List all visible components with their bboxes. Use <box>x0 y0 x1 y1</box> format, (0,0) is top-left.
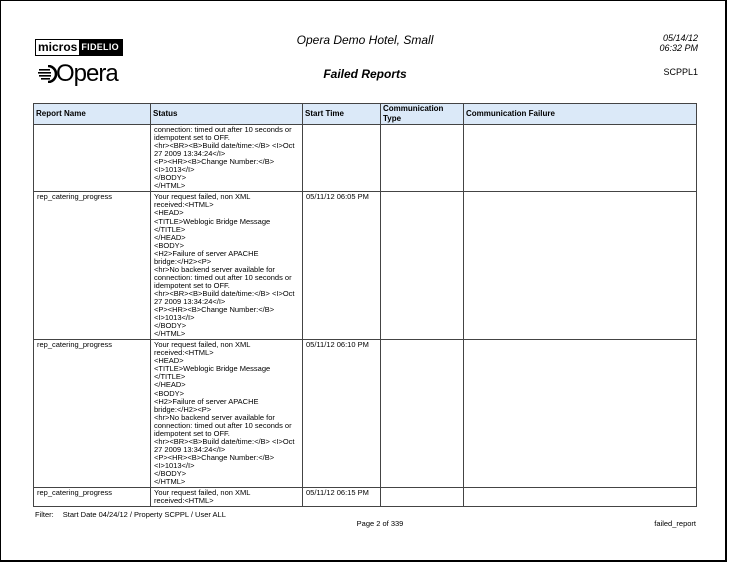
logo-fidelio-text: FIDELIO <box>79 40 122 55</box>
cell-report-name <box>34 125 151 192</box>
page-number: Page 2 of 339 <box>356 519 404 528</box>
cell-communication-type <box>381 192 464 340</box>
cell-communication-type <box>381 488 464 507</box>
cell-report-name: rep_catering_progress <box>34 488 151 507</box>
hotel-name: Opera Demo Hotel, Small <box>296 33 434 47</box>
failed-reports-table <box>33 103 697 507</box>
print-time: 06:32 PM <box>659 43 698 53</box>
property-code: SCPPL1 <box>663 67 698 77</box>
column-header-status: Status <box>151 104 303 125</box>
cell-communication-failure <box>464 488 697 507</box>
cell-communication-type <box>381 340 464 488</box>
column-header-communication-failure: Communication Failure <box>464 104 697 125</box>
cell-start-time: 05/11/12 06:10 PM <box>303 340 381 488</box>
cell-communication-failure <box>464 340 697 488</box>
table-row <box>34 340 697 488</box>
cell-status: Your request failed, non XML received:<HTML> <HEAD> <TITLE>Weblogic Bridge Message </TITLE> </HEAD> <BODY> <H2>Failure of server APACHE bridge:</H2><P> <hr>No backend server available for connection: timed out after 10 seconds or idempotent set to OFF. <hr><BR><B>Build date/time:</B> <I>Oct 27 2009 13:34:24</I> <P><HR><B>Change Number:</B> <I>1013</I> </BODY> </HTML> <box>151 340 303 488</box>
table-row <box>34 488 697 507</box>
filter-label: Filter: <box>35 510 54 519</box>
print-date: 05/14/12 <box>662 33 698 43</box>
table-header-row <box>34 104 697 125</box>
cell-start-time <box>303 125 381 192</box>
cell-communication-failure <box>464 125 697 192</box>
cell-communication-type <box>381 125 464 192</box>
cell-status: Your request failed, non XML received:<HTML> <HEAD> <TITLE>Weblogic Bridge Message </TITLE> </HEAD> <BODY> <H2>Failure of server APACHE bridge:</H2><P> <hr>No backend server available for connection: timed out after 10 seconds or idempotent set to OFF. <hr><BR><B>Build date/time:</B> <I>Oct 27 2009 13:34:24</I> <P><HR><B>Change Number:</B> <I>1013</I> </BODY> </HTML> <box>151 192 303 340</box>
print-datetime <box>659 33 698 53</box>
report-title: Failed Reports <box>323 67 407 81</box>
column-header-report-name: Report Name <box>34 104 151 125</box>
filter-value: Start Date 04/24/12 / Property SCPPL / User ALL <box>62 510 226 519</box>
cell-start-time: 05/11/12 06:15 PM <box>303 488 381 507</box>
table-row <box>34 192 697 340</box>
table-row <box>34 125 697 192</box>
cell-status: Your request failed, non XML received:<HTML> <box>151 488 303 507</box>
column-header-start-time: Start Time <box>303 104 381 125</box>
report-id: failed_report <box>654 519 696 528</box>
cell-status: connection: timed out after 10 seconds or idempotent set to OFF. <hr><BR><B>Build date/time:</B> <I>Oct 27 2009 13:34:24</I> <P><HR><B>Change Number:</B> <I>1013</I> </BODY> </HTML> <box>151 125 303 192</box>
cell-communication-failure <box>464 192 697 340</box>
logo-micros-text: micros <box>38 40 78 54</box>
cell-report-name: rep_catering_progress <box>34 192 151 340</box>
cell-start-time: 05/11/12 06:05 PM <box>303 192 381 340</box>
logo-opera-text: Opera <box>56 60 118 87</box>
cell-report-name: rep_catering_progress <box>34 340 151 488</box>
column-header-communication-type: Communication Type <box>381 104 464 125</box>
footer-filter <box>35 510 226 519</box>
